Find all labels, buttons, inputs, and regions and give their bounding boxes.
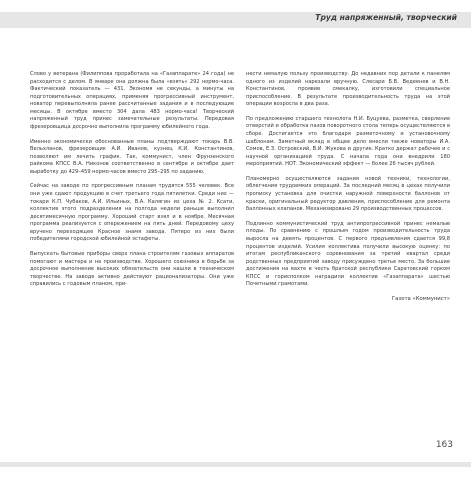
paragraph: нести немалую пользу производству. До недавних пор детали к панелям одного из изделий нарезали вручную. Слесари Б.В. Ведеенев и В.Н. Константинов, проявив смекалку, изготовили специальное приспособление. В результате производительность труда на этой операции возросла в два раза. xyxy=(246,71,450,108)
paragraph: Выпускать бытовые приборы сверх плана строителям газовых аппаратов помогают и мастера и на производстве. Хорошего союзника в борьбе за досрочное выполнение высоких обязательств они нашли в техническом творчестве. На заводе активно действуют рационализаторы. Они уже справились с годовым планом, при- xyxy=(30,251,234,288)
paragraph: По предложению старшего технолога Н.И. Буцуева, разметка, сверление отверстий и обработка пазов поворотного стола теперь осуществляются в сборе. Достигается это благодаря разметочному и установочному шаблонам. Заметный вклад в общее дело внесли также новаторы И.А. Сомов, Е.З. Островский, В.И. Жукова и другие. Кратко держат рабочее и с научной организацией труда. С начала года они внедрили 180 мероприятий. НОТ. Экономический эффект — более 26 тысяч рублей. xyxy=(246,115,450,168)
page-number: 163 xyxy=(435,440,453,450)
footer-rule xyxy=(0,462,471,467)
paragraph: Именно экономически обоснованные планы подтверждают токарь В.В. Вельхланов, фрезеровщик А.И. Иванов, кузнец К.И. Константинов, позволяют им лечить график. Так, коммунист, член Фрунзенского райкома КПСС В.А. Никонов соответственно в сентябре и октябре дает выработку до 429–459 нормо-часов вместо 295–295 по заданию. xyxy=(30,138,234,175)
paragraph: Слово у ветерана (Филиппова проработала на «Газаппарате» 24 года) не расходится с делом. В январе она должна была «взять» 292 нормо-часа. Фактический показатель — 431. Экономя не секунды, а минуты на подготовительных операциях, применяя прогрессивный инструмент, новатор перевыполняла ранее рассчитанные задания и в последующие месяцы. В октябре вместо 304 дала 483 нормо-часа! Творческий напряженный труд принес замечательные результаты. Передовая фрезеровщица досрочно выполнила программу юбилейного года. xyxy=(30,71,234,130)
paragraph: Подлинно коммунистический труд антипрогрессивной принес немалые плоды. По сравнению с прошлым годом производительность труда выросла на девять процентов. С первого предъявления сдается 99,8 процентов изделий. Усилия коллектива получили высокую оценку: по итогам республиканского соревнования за третий квартал среди родственных предприятий заводу присуждено третье место. За большие достижения на вахте в честь братской республики Саратовский горком КПСС и горисполком наградили коллектив «Газаппарата» шестью Почетными грамотами. xyxy=(246,220,450,288)
paragraph: Сейчас на заводе по прогрессивным планам трудятся 555 человек. Все они уже сдают продукцию в счет третьего года пятилетки. Среди них — токари К.П. Чубаков, А.И. Ильиных, В.А. Калягин из цеха № 2. Ксати, коллектив этого подразделения на полгода недели раньше выполнил десятимесячную программу. Хороший старт взял и в ноябре. Месячная программа реализуется с опережением на пять дней. Передовому цеху вручено переходящее Красное знамя завода. Пятеро из них были победителями городской юбилейной эстафеты. xyxy=(30,183,234,243)
running-header-title: Труд напряженный, творческий xyxy=(315,13,457,22)
paragraph: Планомерно осуществляются задания новой техники, технологии, облегчения трудоемких операций. За последний месяц в цехах получили прописку установка для очистки наружной поверхности баллонов от краски, оригинальный редуктор давления, приспособление для ремонта баллонных клапанов. Механизировано 29 производственных процессов. xyxy=(246,175,450,213)
left-column xyxy=(30,71,234,296)
running-header xyxy=(0,12,471,28)
source-signature: Газета «Коммунист» xyxy=(391,295,450,302)
right-column xyxy=(246,71,450,302)
